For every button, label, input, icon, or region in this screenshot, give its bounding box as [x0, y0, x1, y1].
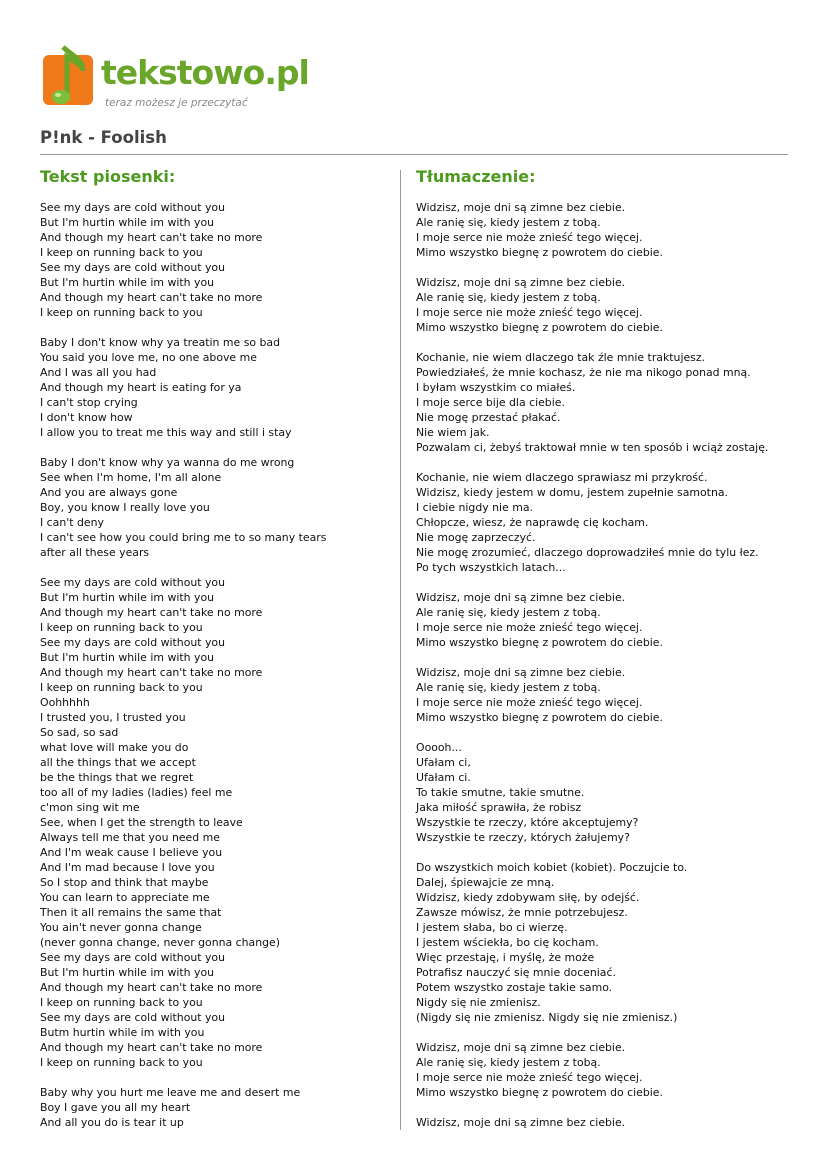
translation-line: Widzisz, moje dni są zimne bez ciebie. [416, 201, 626, 214]
translation-line: Ale ranię się, kiedy jestem z tobą. [416, 606, 601, 619]
translation-line: I ciebie nigdy nie ma. [416, 501, 533, 514]
lyrics-line: I keep on running back to you [40, 621, 203, 634]
translation-line: I jestem wściekła, bo cię kocham. [416, 936, 599, 949]
translation-line: Zawsze mówisz, że mnie potrzebujesz. [416, 906, 628, 919]
site-tagline: teraz możesz je przeczytać [105, 97, 248, 109]
lyrics-line [40, 1070, 390, 1085]
lyrics-line: all the things that we accept [40, 756, 196, 769]
translation-heading: Tłumaczenie: [416, 167, 536, 186]
page-title: P!nk - Foolish [40, 128, 167, 147]
translation-line [416, 725, 816, 740]
translation-line: Wszystkie te rzeczy, które akceptujemy? [416, 816, 639, 829]
translation-line: Więc przestaję, i myślę, że może [416, 951, 595, 964]
music-note-logo-icon [43, 45, 95, 111]
lyrics-text [40, 200, 390, 1130]
translation-line: Nie wiem jak. [416, 426, 490, 439]
lyrics-line: I can't see how you could bring me to so many tears [40, 531, 327, 544]
column-divider [400, 170, 401, 1130]
lyrics-line: See my days are cold without you [40, 636, 225, 649]
translation-line: Ale ranię się, kiedy jestem z tobą. [416, 291, 601, 304]
lyrics-line: And you are always gone [40, 486, 178, 499]
translation-line: Widzisz, moje dni są zimne bez ciebie. [416, 666, 626, 679]
translation-line: Mimo wszystko biegnę z powrotem do ciebie. [416, 711, 663, 724]
lyrics-line: be the things that we regret [40, 771, 194, 784]
translation-line: Mimo wszystko biegnę z powrotem do ciebie. [416, 246, 663, 259]
lyrics-line: too all of my ladies (ladies) feel me [40, 786, 233, 799]
translation-line [416, 335, 816, 350]
translation-line [416, 1025, 816, 1040]
translation-line: Potem wszystko zostaje takie samo. [416, 981, 613, 994]
lyrics-line: I keep on running back to you [40, 306, 203, 319]
lyrics-line: See when I'm home, I'm all alone [40, 471, 222, 484]
lyrics-line: You can learn to appreciate me [40, 891, 210, 904]
translation-line: I moje serce bije dla ciebie. [416, 396, 565, 409]
lyrics-line: c'mon sing wit me [40, 801, 140, 814]
translation-line: Widzisz, moje dni są zimne bez ciebie. [416, 1041, 626, 1054]
translation-line: (Nigdy się nie zmienisz. Nigdy się nie zmienisz.) [416, 1011, 678, 1024]
translation-line: Jaka miłość sprawiła, że robisz [416, 801, 582, 814]
translation-line: Widzisz, kiedy jestem w domu, jestem zupełnie samotna. [416, 486, 728, 499]
lyrics-line: I keep on running back to you [40, 246, 203, 259]
lyrics-line: But I'm hurtin while im with you [40, 966, 215, 979]
translation-line: Po tych wszystkich latach... [416, 561, 566, 574]
lyrics-line: I trusted you, I trusted you [40, 711, 186, 724]
translation-line: I moje serce nie może znieść tego więcej. [416, 1071, 643, 1084]
lyrics-line: But I'm hurtin while im with you [40, 276, 215, 289]
translation-line: Ale ranię się, kiedy jestem z tobą. [416, 216, 601, 229]
lyrics-line: And though my heart can't take no more [40, 981, 263, 994]
lyrics-line: So I stop and think that maybe [40, 876, 209, 889]
lyrics-line: Baby I don't know why ya wanna do me wrong [40, 456, 295, 469]
translation-line: Nie mogę zaprzeczyć. [416, 531, 536, 544]
title-divider [40, 154, 788, 155]
lyrics-line: See my days are cold without you [40, 201, 225, 214]
lyrics-line: But I'm hurtin while im with you [40, 591, 215, 604]
lyrics-heading: Tekst piosenki: [40, 167, 176, 186]
translation-line: Nigdy się nie zmienisz. [416, 996, 541, 1009]
lyrics-line: Boy I gave you all my heart [40, 1101, 191, 1114]
lyrics-line: I can't deny [40, 516, 104, 529]
translation-line: Chłopcze, wiesz, że naprawdę cię kocham. [416, 516, 649, 529]
translation-line: I byłam wszystkim co miałeś. [416, 381, 576, 394]
translation-line [416, 455, 816, 470]
lyrics-line: And though my heart can't take no more [40, 291, 263, 304]
translation-line [416, 1100, 816, 1115]
lyrics-line: And though my heart is eating for ya [40, 381, 242, 394]
translation-line: Widzisz, kiedy zdobywam siłę, by odejść. [416, 891, 640, 904]
translation-line: Ufałam ci, [416, 756, 471, 769]
translation-line: Wszystkie te rzeczy, których żałujemy? [416, 831, 630, 844]
translation-line: Ufałam ci. [416, 771, 471, 784]
translation-line: Ale ranię się, kiedy jestem z tobą. [416, 1056, 601, 1069]
lyrics-line: I keep on running back to you [40, 681, 203, 694]
lyrics-line: Then it all remains the same that [40, 906, 222, 919]
lyrics-line: And I'm weak cause I believe you [40, 846, 223, 859]
translation-line: Nie mogę zrozumieć, dlaczego doprowadziłeś mnie do tylu łez. [416, 546, 759, 559]
translation-line: I moje serce nie może znieść tego więcej. [416, 621, 643, 634]
translation-line: Widzisz, moje dni są zimne bez ciebie. [416, 591, 626, 604]
lyrics-line: I can't stop crying [40, 396, 138, 409]
translation-line: I moje serce nie może znieść tego więcej. [416, 306, 643, 319]
translation-line: Kochanie, nie wiem dlaczego sprawiasz mi przykrość. [416, 471, 708, 484]
translation-line: Ale ranię się, kiedy jestem z tobą. [416, 681, 601, 694]
translation-line: Widzisz, moje dni są zimne bez ciebie. [416, 1116, 626, 1129]
lyrics-line: what love will make you do [40, 741, 189, 754]
lyrics-line: And though my heart can't take no more [40, 231, 263, 244]
translation-line: Ooooh... [416, 741, 462, 754]
translation-line: To takie smutne, takie smutne. [416, 786, 585, 799]
translation-text [416, 200, 816, 1130]
lyrics-line: And I was all you had [40, 366, 157, 379]
lyrics-line: But I'm hurtin while im with you [40, 216, 215, 229]
lyrics-line: Oohhhhh [40, 696, 90, 709]
lyrics-line: after all these years [40, 546, 150, 559]
lyrics-line: I allow you to treat me this way and still i stay [40, 426, 292, 439]
lyrics-line: See, when I get the strength to leave [40, 816, 243, 829]
lyrics-line: Boy, you know I really love you [40, 501, 210, 514]
translation-line [416, 575, 816, 590]
translation-line: Potrafisz nauczyć się mnie doceniać. [416, 966, 616, 979]
lyrics-line: See my days are cold without you [40, 576, 225, 589]
lyrics-line: I keep on running back to you [40, 996, 203, 1009]
lyrics-line: Always tell me that you need me [40, 831, 220, 844]
lyrics-line: And all you do is tear it up [40, 1116, 184, 1129]
lyrics-line: See my days are cold without you [40, 261, 225, 274]
translation-line: Mimo wszystko biegnę z powrotem do ciebie. [416, 1086, 663, 1099]
lyrics-line: You said you love me, no one above me [40, 351, 257, 364]
translation-line: Kochanie, nie wiem dlaczego tak źle mnie traktujesz. [416, 351, 706, 364]
lyrics-line [40, 440, 390, 455]
translation-line: Nie mogę przestać płakać. [416, 411, 561, 424]
lyrics-line: I don't know how [40, 411, 133, 424]
translation-line: Widzisz, moje dni są zimne bez ciebie. [416, 276, 626, 289]
translation-line: Powiedziałeś, że mnie kochasz, że nie ma nikogo ponad mną. [416, 366, 751, 379]
lyrics-line: And though my heart can't take no more [40, 606, 263, 619]
translation-line: I moje serce nie może znieść tego więcej. [416, 696, 643, 709]
site-name: tekstowo.pl [101, 53, 309, 92]
site-logo[interactable] [43, 45, 309, 115]
translation-line: I moje serce nie może znieść tego więcej. [416, 231, 643, 244]
translation-line: Dalej, śpiewajcie ze mną. [416, 876, 555, 889]
lyrics-line: See my days are cold without you [40, 951, 225, 964]
lyrics-line: And though my heart can't take no more [40, 1041, 263, 1054]
translation-line [416, 845, 816, 860]
lyrics-line: And I'm mad because I love you [40, 861, 215, 874]
lyrics-line: (never gonna change, never gonna change) [40, 936, 280, 949]
translation-line: I jestem słaba, bo ci wierzę. [416, 921, 568, 934]
lyrics-line: I keep on running back to you [40, 1056, 203, 1069]
lyrics-line: But I'm hurtin while im with you [40, 651, 215, 664]
translation-line [416, 650, 816, 665]
lyrics-line [40, 560, 390, 575]
lyrics-line [40, 320, 390, 335]
lyrics-line: And though my heart can't take no more [40, 666, 263, 679]
lyrics-line: Baby why you hurt me leave me and desert me [40, 1086, 301, 1099]
lyrics-line: So sad, so sad [40, 726, 119, 739]
lyrics-line: See my days are cold without you [40, 1011, 225, 1024]
translation-line [416, 260, 816, 275]
lyrics-line: You ain't never gonna change [40, 921, 202, 934]
translation-line: Pozwalam ci, żebyś traktował mnie w ten sposób i wciąż zostaję. [416, 441, 769, 454]
translation-line: Mimo wszystko biegnę z powrotem do ciebie. [416, 321, 663, 334]
translation-line: Do wszystkich moich kobiet (kobiet). Poczujcie to. [416, 861, 688, 874]
lyrics-line: Butm hurtin while im with you [40, 1026, 205, 1039]
lyrics-line: Baby I don't know why ya treatin me so bad [40, 336, 280, 349]
translation-line: Mimo wszystko biegnę z powrotem do ciebie. [416, 636, 663, 649]
